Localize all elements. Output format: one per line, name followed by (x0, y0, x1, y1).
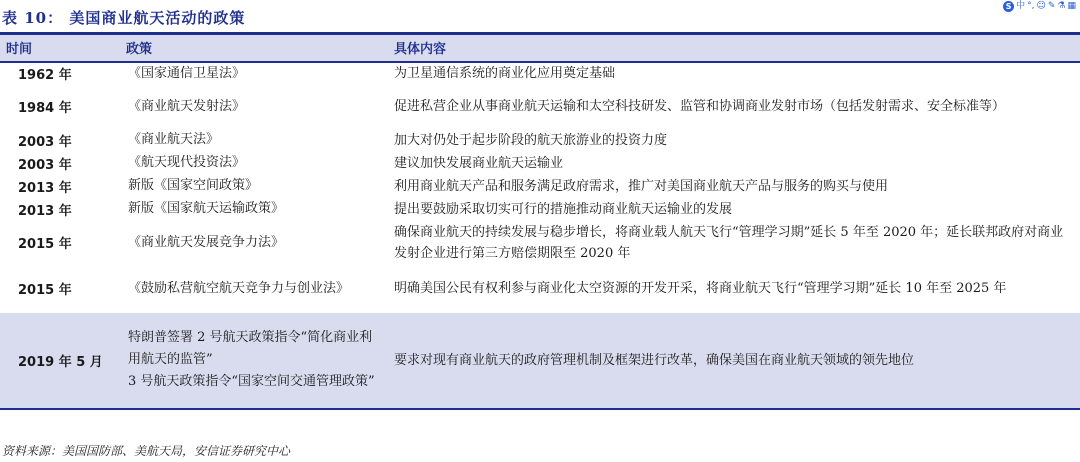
row-policy: 《商业航天发展竞争力法》 (128, 234, 285, 250)
row-year: 2019 年 5 月 (0, 313, 116, 409)
header-content: 具体内容 (384, 34, 1080, 62)
row-policy (116, 313, 384, 409)
caption-row (0, 0, 1080, 32)
table-row-highlighted (0, 313, 1080, 409)
row-content: 建议加快发展商业航天运输业 (394, 155, 564, 171)
row-year: 2003 年 (18, 157, 72, 173)
row-policy: 《鼓励私营航空航天竞争力与创业法》 (128, 280, 350, 296)
grid-icon[interactable]: ▦ (1067, 0, 1076, 11)
table-row (0, 221, 1080, 265)
header-time: 时间 (0, 34, 116, 62)
table-header-row (0, 34, 1080, 62)
row-year: 2013 年 (18, 203, 72, 219)
row-policy: 新版《国家航天运输政策》 (128, 201, 285, 216)
row-policy: 《航天现代投资法》 (128, 155, 246, 170)
row-policy: 《国家通信卫星法》 (128, 65, 246, 81)
language-icon[interactable]: 中 (1016, 0, 1026, 11)
row-content: 为卫星通信系统的商业化应用奠定基础 (394, 66, 616, 81)
table-caption: 表 10： 美国商业航天活动的政策 (2, 9, 246, 27)
row-content: 加大对仍处于起步阶段的航天旅游业的投资力度 (394, 132, 668, 148)
row-content: 要求对现有商业航天的政府管理机制及框架进行改革，确保美国在商业航天领域的领先地位 (384, 313, 1080, 409)
table-row (0, 62, 1080, 85)
table-row (0, 265, 1080, 313)
row-policy-line-b: 3 号航天政策指令“国家空间交通管理政策” (128, 374, 375, 389)
source-note: 资料来源：美国国防部、美航天局，安信证券研究中心 (2, 444, 291, 458)
row-content: 提出要鼓励采取切实可行的措施推动商业航天运输业的发展 (394, 201, 733, 217)
row-year: 2015 年 (18, 283, 72, 298)
row-policy: 《商业航天发射法》 (128, 98, 246, 114)
app-logo-icon[interactable]: S (1003, 1, 1014, 12)
row-year: 2003 年 (18, 134, 72, 150)
table-row (0, 85, 1080, 129)
row-content: 促进私营企业从事商业航天运输和太空科技研发、监管和协调商业发射市场（包括发射需求、安全标准等） (394, 99, 1006, 114)
table-row (0, 198, 1080, 221)
row-year: 2013 年 (18, 180, 72, 196)
row-content: 明确美国公民有权利参与商业化太空资源的开发开采，将商业航天飞行“管理学习期”延长 10 年至 2025 年 (394, 281, 1007, 296)
table-row (0, 152, 1080, 175)
punctuation-icon[interactable]: °, (1027, 0, 1035, 11)
row-content: 利用商业航天产品和服务满足政府需求，推广对美国商业航天产品与服务的购买与使用 (394, 178, 889, 194)
table-row (0, 129, 1080, 152)
policy-table (0, 32, 1080, 410)
row-policy: 新版《国家空间政策》 (128, 178, 259, 193)
row-policy: 《商业航天法》 (128, 132, 220, 147)
row-content: 确保商业航天的持续发展与稳步增长，将商业载人航天飞行“管理学习期”延长 5 年至 2020 年；延长联邦政府对商业发射企业进行第三方赔偿期限至 2020 年 (394, 224, 1064, 261)
row-year: 1962 年 (18, 68, 72, 83)
header-policy: 政策 (116, 34, 384, 62)
row-policy-line-a: 特朗普签署 2 号航天政策指令“简化商业利用航天的监管” (128, 330, 373, 367)
row-year: 2015 年 (18, 237, 72, 252)
table-row (0, 175, 1080, 198)
handwrite-icon[interactable]: ✎ (1047, 0, 1056, 11)
row-year: 1984 年 (18, 101, 72, 116)
emoji-icon[interactable]: ☺ (1036, 0, 1046, 11)
tools-icon[interactable]: ⚗ (1057, 0, 1066, 11)
floating-toolbar[interactable] (1003, 0, 1076, 12)
